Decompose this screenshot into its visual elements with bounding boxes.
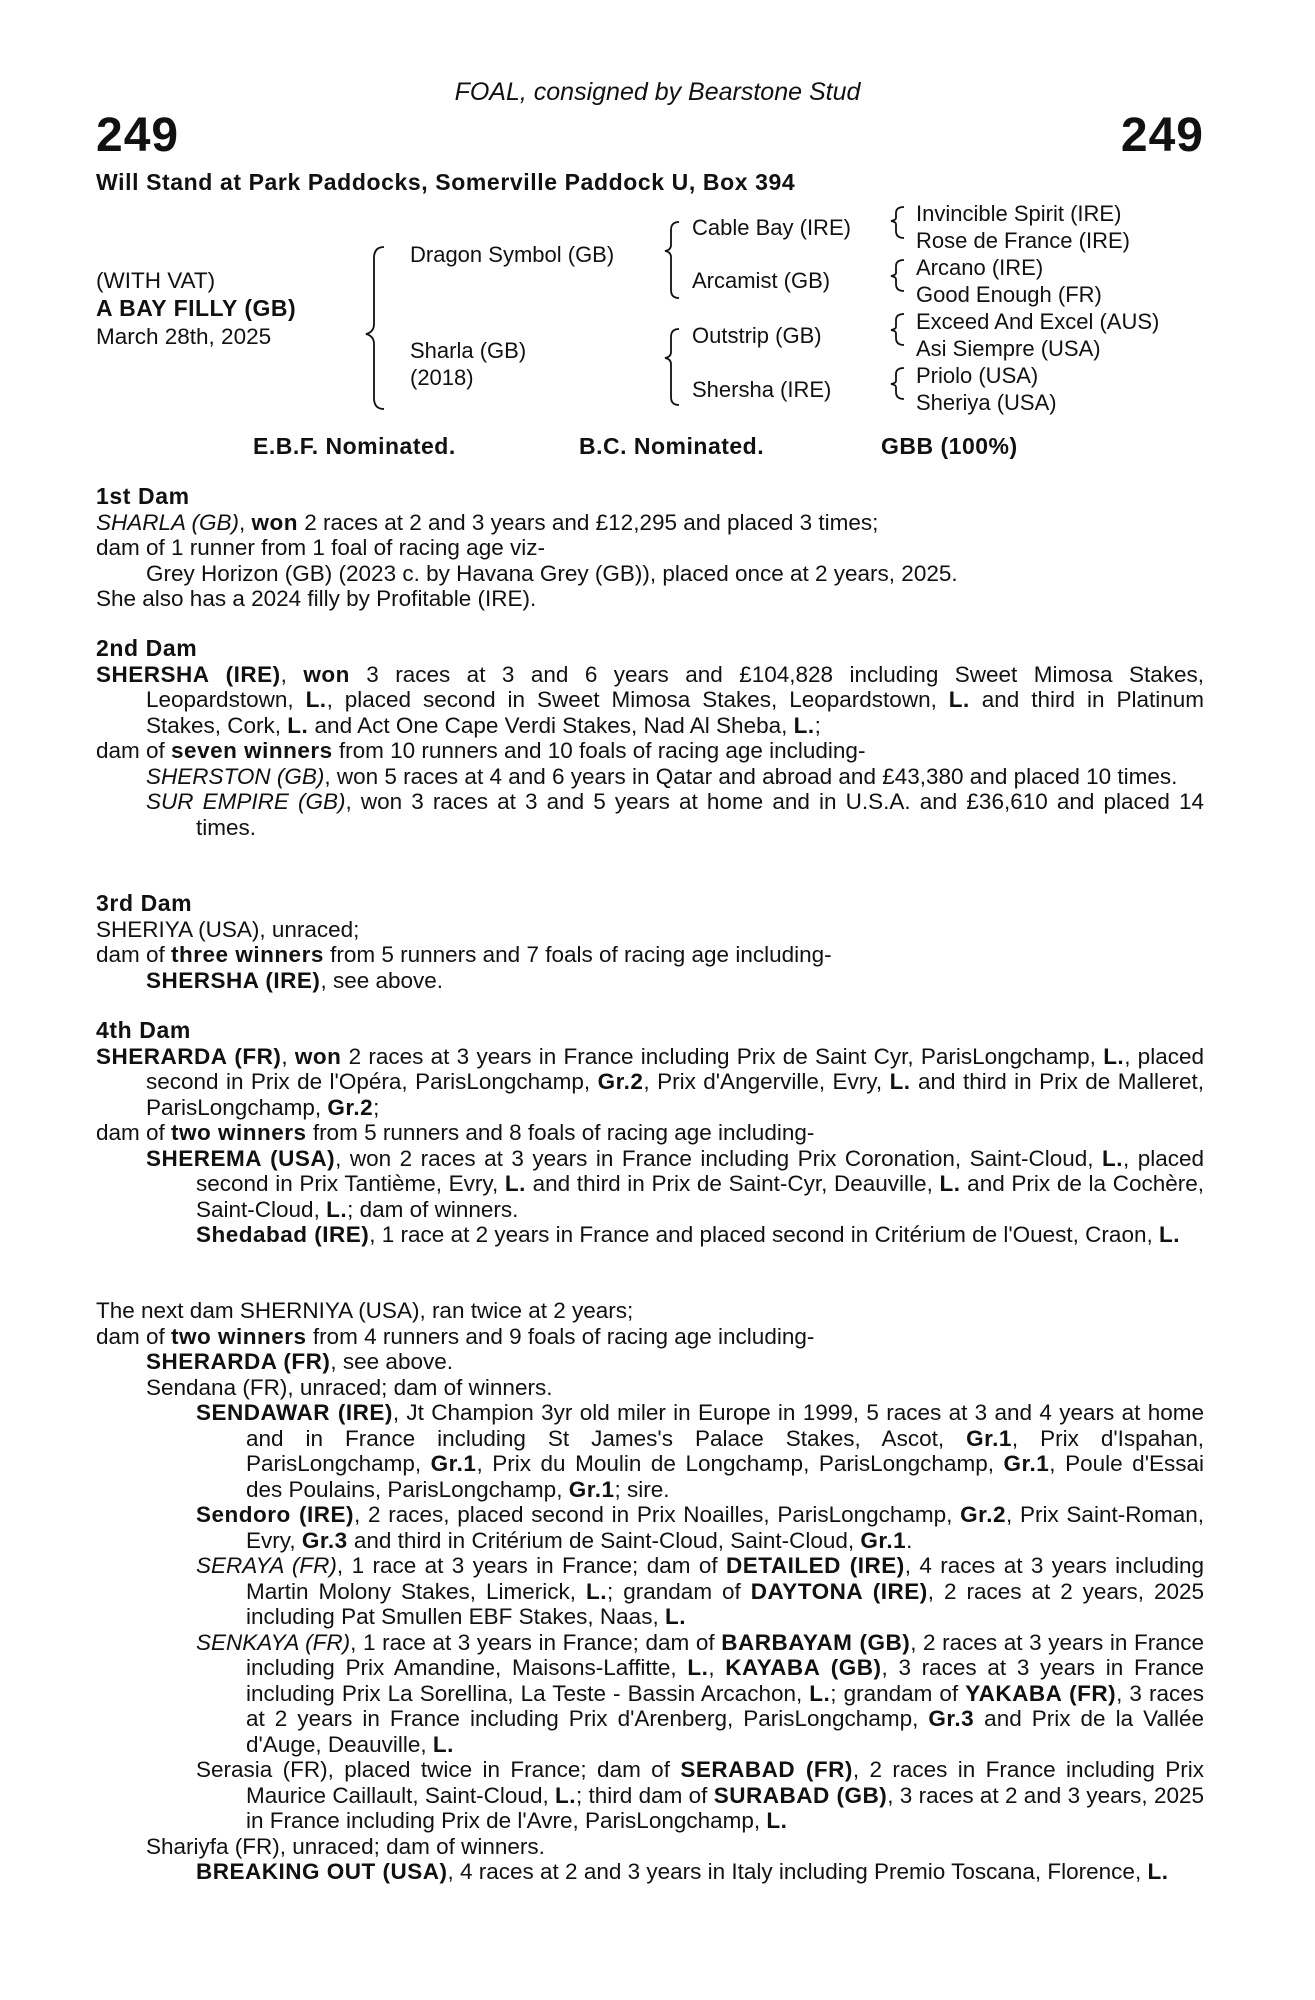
progeny-serasia: Serasia (FR), placed twice in France; dam of SERABAD (FR), 2 races in France including Prix Maurice Caillault, Saint-Cloud, L.; third dam of SURABAD (GB), 3 races at 2 and 3 years, 2025 in France including Prix de l'Avre, ParisLongchamp, L. [196, 1757, 1204, 1833]
ped-gen3-5: Exceed And Excel (AUS) [916, 309, 1160, 334]
progeny-shedabad: Shedabad (IRE), 1 race at 2 years in France and placed second in Critérium de l'Ouest, Craon, L. [196, 1222, 1180, 1247]
first-dam-also: She also has a 2024 filly by Profitable (IRE). [96, 586, 537, 611]
ped-gen3-8: Sheriya (USA) [916, 390, 1057, 415]
third-dam-heading: 3rd Dam [96, 890, 193, 916]
ped-gen3-6: Asi Siempre (USA) [916, 336, 1101, 361]
stand-location: Will Stand at Park Paddocks, Somerville Paddock U, Box 394 [96, 169, 796, 195]
first-dam-section [96, 484, 1204, 612]
first-dam-heading: 1st Dam [96, 483, 190, 509]
brace-dam [665, 329, 679, 405]
progeny-sendana: Sendana (FR), unraced; dam of winners. [146, 1374, 553, 1400]
foaling-date: March 28th, 2025 [96, 324, 272, 349]
ped-gen2-2: Arcamist (GB) [692, 268, 831, 293]
ped-gen3-3: Arcano (IRE) [916, 255, 1044, 280]
dam-name: Sharla (GB) [410, 338, 527, 363]
second-dam-record: SHERSHA (IRE), won 3 races at 3 and 6 years and £104,828 including Sweet Mimosa Stakes, Leopardstown, L., placed second in Sweet Mimosa Stakes, Leopardstown, L. and third in Platinum Stakes, Cork, L. and Act One Cape Verdi Stakes, Nad Al Sheba, L.; [96, 661, 1204, 738]
progeny-sendoro: Sendoro (IRE), 2 races, placed second in Prix Noailles, ParisLongchamp, Gr.2, Prix Saint-Roman, Evry, Gr.3 and third in Critérium de Saint-Cloud, Saint-Cloud, Gr.1. [196, 1502, 1204, 1553]
brace-shersha [891, 368, 904, 399]
horse-name: A BAY FILLY (GB) [96, 295, 297, 321]
ped-gen2-1: Cable Bay (IRE) [692, 215, 851, 240]
brace-outstrip [891, 314, 904, 345]
ped-gen3-2: Rose de France (IRE) [916, 228, 1130, 253]
fourth-dam-heading: 4th Dam [96, 1017, 191, 1043]
second-dam-heading: 2nd Dam [96, 635, 198, 661]
progeny-sherema: SHEREMA (USA), won 2 races at 3 years in France including Prix Coronation, Saint-Cloud, L., placed second in Prix Tantième, Evry, L. and third in Prix de Saint-Cyr, Deauville, L. and Prix de la Cochère, Saint-Cloud, L.; dam of winners. [146, 1145, 1204, 1222]
third-dam-line: SHERIYA (USA), unraced; [96, 916, 360, 942]
lot-number-left: 249 [96, 109, 180, 162]
gbb-rating: GBB (100%) [881, 433, 1018, 459]
sire-name: Dragon Symbol (GB) [410, 242, 615, 267]
ped-gen3-1: Invincible Spirit (IRE) [916, 201, 1122, 226]
third-dam-section [96, 891, 1204, 993]
won-label: won [251, 509, 298, 535]
next-dam-produce: dam of two winners from 4 runners and 9 foals of racing age including- [96, 1323, 815, 1349]
progeny-breaking-out: BREAKING OUT (USA), 4 races at 2 and 3 years in Italy including Premio Toscana, Florence, L. [196, 1859, 1169, 1884]
third-dam-produce: dam of three winners from 5 runners and 7 foals of racing age including- [96, 942, 832, 967]
third-dam-progeny: SHERSHA (IRE), see above. [146, 967, 444, 993]
next-dam-section [96, 1298, 1204, 1885]
vat-note: (WITH VAT) [96, 268, 216, 293]
dam-foaled-year: (2018) [410, 365, 474, 390]
brace-cablebay [891, 207, 904, 238]
brace-sire [665, 222, 679, 298]
progeny-senkaya: SENKAYA (FR), 1 race at 3 years in France; dam of BARBAYAM (GB), 2 races at 3 years in France including Prix Amandine, Maisons-Laffitte, L., KAYABA (GB), 3 races at 3 years in France including Prix La Sorellina, La Teste - Bassin Arcachon, L.; grandam of YAKABA (FR), 3 races at 2 years in France including Prix d'Arenberg, ParisLongchamp, Gr.3 and Prix de la Vallée d'Auge, Deauville, L. [196, 1629, 1204, 1757]
brace-arcamist [891, 260, 904, 291]
progeny-sendawar: SENDAWAR (IRE), Jt Champion 3yr old miler in Europe in 1999, 5 races at 3 and 4 years at home and in France including St James's Palace Stakes, Ascot, Gr.1, Prix d'Ispahan, ParisLongchamp, Gr.1, Prix du Moulin de Longchamp, ParisLongchamp, Gr.1, Poule d'Essai des Poulains, ParisLongchamp, Gr.1; sire. [196, 1400, 1205, 1502]
fourth-dam-produce: dam of two winners from 5 runners and 8 foals of racing age including- [96, 1120, 815, 1145]
first-dam-record: SHARLA (GB), won 2 races at 2 and 3 years and £12,295 and placed 3 times; [96, 509, 879, 535]
fourth-dam-section [96, 1018, 1204, 1248]
second-dam-section [96, 636, 1204, 840]
second-dam-produce: dam of seven winners from 10 runners and 10 foals of racing age including- [96, 738, 866, 763]
ped-gen3-7: Priolo (USA) [916, 363, 1039, 388]
consigner-line: FOAL, consigned by Bearstone Stud [454, 78, 861, 106]
ped-gen2-3: Outstrip (GB) [692, 323, 822, 348]
progeny-sherston: SHERSTON (GB), won 5 races at 4 and 6 years in Qatar and abroad and £43,380 and placed 10 times. [146, 763, 1178, 789]
brace-main [366, 247, 384, 409]
progeny-sur-empire: SUR EMPIRE (GB), won 3 races at 3 and 5 years at home and in U.S.A. and £36,610 and placed 14 times. [146, 789, 1204, 840]
ped-gen3-4: Good Enough (FR) [916, 282, 1102, 307]
fourth-dam-record: SHERARDA (FR), won 2 races at 3 years in France including Prix de Saint Cyr, ParisLongchamp, L., placed second in Prix de l'Opéra, ParisLongchamp, Gr.2, Prix d'Angerville, Evry, L. and third in Prix de Malleret, ParisLongchamp, Gr.2; [96, 1043, 1205, 1120]
ped-gen2-4: Shersha (IRE) [692, 377, 832, 402]
progeny-sherarda: SHERARDA (FR), see above. [146, 1349, 453, 1374]
lot-number-right: 249 [1120, 109, 1204, 162]
progeny-seraya: SERAYA (FR), 1 race at 3 years in France; dam of DETAILED (IRE), 4 races at 3 years including Martin Molony Stakes, Limerick, L.; grandam of DAYTONA (IRE), 2 races at 2 years, 2025 including Pat Smullen EBF Stakes, Naas, L. [196, 1553, 1204, 1629]
bc-nomination: B.C. Nominated. [579, 433, 765, 459]
first-dam-produce: dam of 1 runner from 1 foal of racing age viz- [96, 535, 545, 560]
ebf-nomination: E.B.F. Nominated. [253, 433, 456, 459]
progeny-shariyfa: Shariyfa (FR), unraced; dam of winners. [146, 1833, 545, 1859]
first-dam-progeny: Grey Horizon (GB) (2023 c. by Havana Grey (GB)), placed once at 2 years, 2025. [146, 560, 958, 586]
next-dam-line: The next dam SHERNIYA (USA), ran twice at 2 years; [96, 1298, 634, 1323]
dam-name: SHARLA (GB) [96, 509, 239, 535]
